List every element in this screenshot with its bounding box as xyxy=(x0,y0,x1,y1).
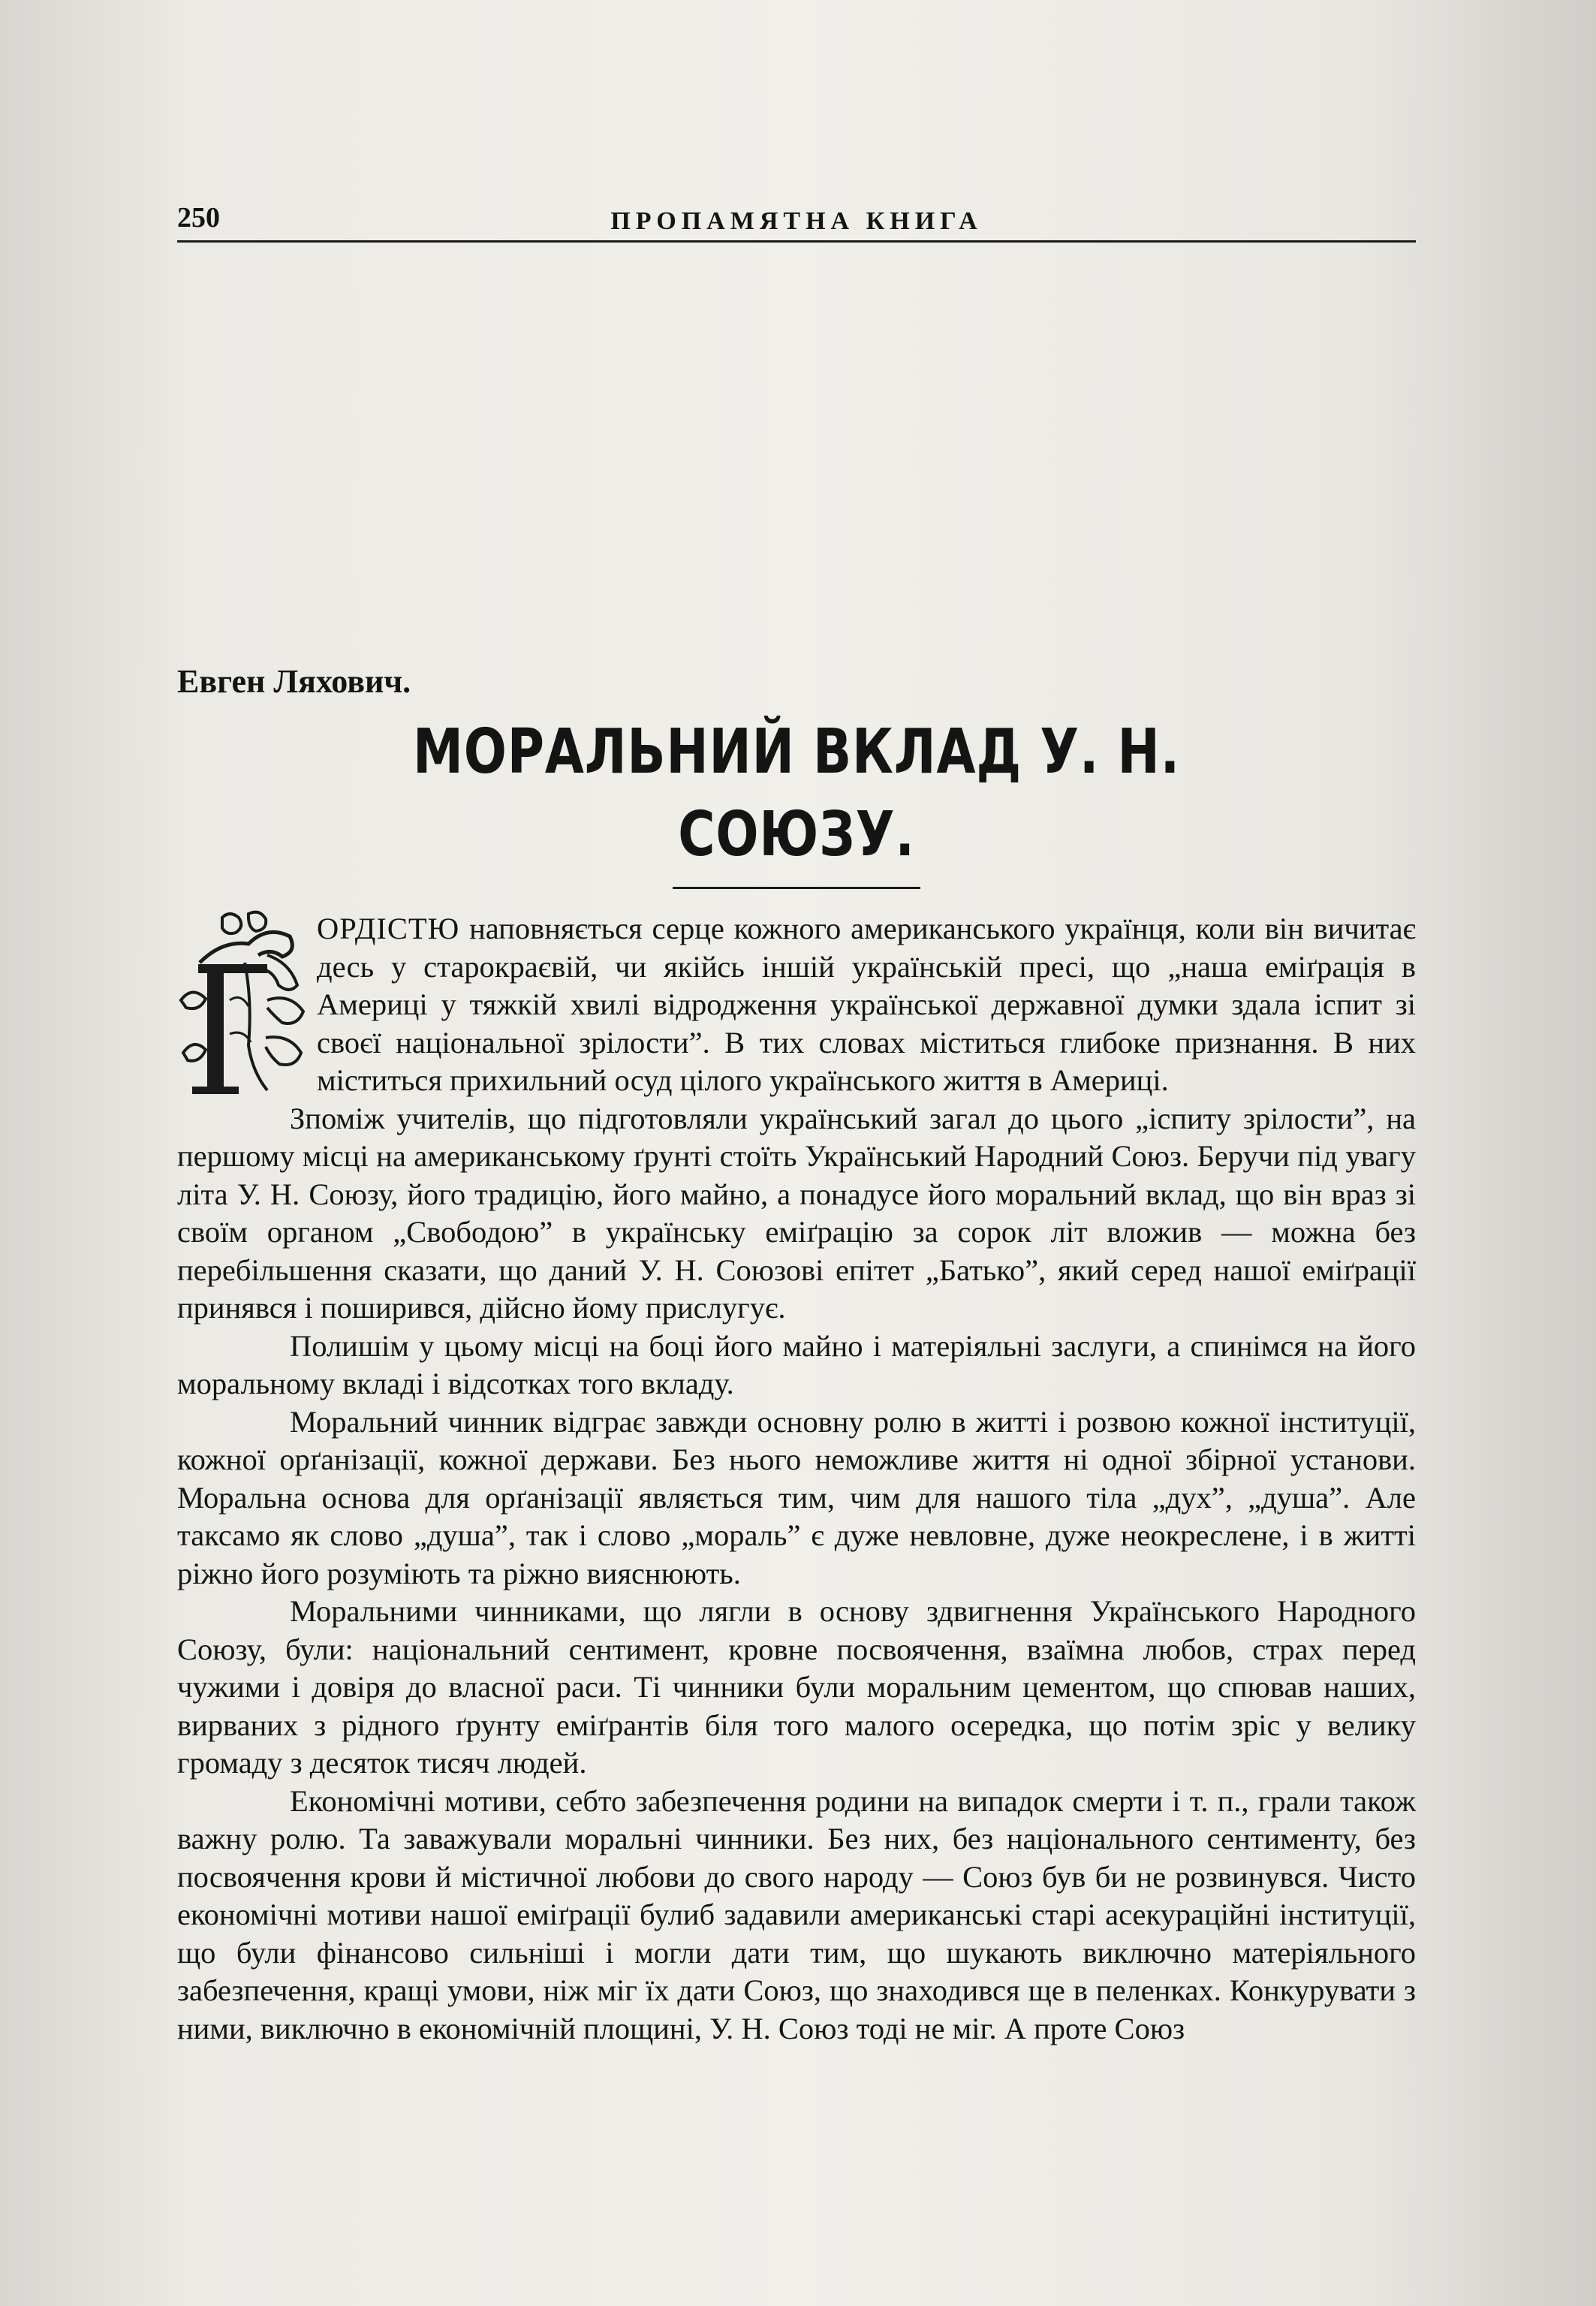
first-word: ОРДІСТЮ xyxy=(317,912,460,945)
page-number: 250 xyxy=(177,202,220,234)
paragraph-3: Полишім у цьому місці на боці його майно і матеріяльні заслуги, а спинімся на його моральному вкладі і відсотках того вкладу. xyxy=(177,1328,1416,1400)
running-head xyxy=(177,188,1416,243)
article-body xyxy=(177,910,1416,2048)
paragraph-4: Моральний чинник відграє завжди основну ролю в житті і розвою кожної інституції, кожної орґанізації, кожної держави. Без нього неможливе життя ні одної збірної установи. Моральна основа для орґанізації являється тим, чим для нашого тіла „дух”, „душа”. Але таксамо як слово „душа”, так і слово „мораль” є дуже невловне, дуже неокреслене, і в житті ріжно його розуміють та ріжно вияснюють. xyxy=(177,1404,1416,1590)
paragraph-6: Економічні мотиви, себто забезпечення родини на випадок смерти і т. п., грали також важну ролю. Та заважували моральні чинники. Без них, без національного сентименту, без посвоячення крови й містичної любови до свого народу — Союз був би не розвинувся. Чисто економічні мотиви нашої еміґрації булиб задавили американські старі асекураційні інституції, що були фінансово сильніші і могли дати тим, що шукають виключно матеріяльного забезпечення, кращі умови, ніж міг їх дати Союз, що знаходився ще в пеленках. Конкурувати з ними, виключно в економічній площині, У. Н. Союз тоді не міг. А проте Союз xyxy=(177,1783,1416,2045)
paragraph-2: Зпоміж учителів, що підготовляли український загал до цього „іспиту зрілости”, на першому місці на американському ґрунті стоїть Український Народний Союз. Беручи під увагу літа У. Н. Союзу, його традицію, його майно, а понадусе його моральний вклад, що він враз зі своїм органом „Свободою” в українську еміґрацію за сорок літ вложив — можна без перебільшення сказати, що даний У. Н. Союзові епітет „Батько”, який серед нашої еміґрації принявся і поширився, дійсно йому прислугує. xyxy=(177,1101,1416,1325)
drop-cap-ornament xyxy=(177,910,311,1098)
title-divider xyxy=(673,887,920,889)
running-title: ПРОПАМЯТНА КНИГА xyxy=(610,207,983,235)
paragraph-1 xyxy=(177,910,1416,1100)
page-content xyxy=(177,188,1416,2048)
paragraph-5: Моральними чинниками, що лягли в основу здвигнення Українського Народного Союзу, були: національний сентимент, кровне посвоячення, взаїмна любов, страх перед чужими і довіря до власної раси. Ті чинники були моральним цементом, що спював наших, вирваних з рідного ґрунту еміґрантів біля того малого осередка, що потім зріс у велику громаду з десяток тисяч людей. xyxy=(177,1594,1416,1780)
paragraph-1-text: наповняється серце кожного американського українця, коли він вичитає десь у старокраєвій, чи якійсь іншій українській пресі, що „наша еміґрація в Америці у тяжкій хвилі відродження української державної думки здала іспит зі своєї національної зрілости”. В тих словах міститься глибоке признання. В них міститься прихильний осуд цілого українського життя в Америці. xyxy=(317,912,1416,1097)
article-title: МОРАЛЬНИЙ ВКЛАД У. Н. СОЮЗУ. xyxy=(413,716,1180,870)
floral-drop-cap-icon xyxy=(177,910,311,1098)
article-author: Евген Ляхович. xyxy=(177,663,411,700)
